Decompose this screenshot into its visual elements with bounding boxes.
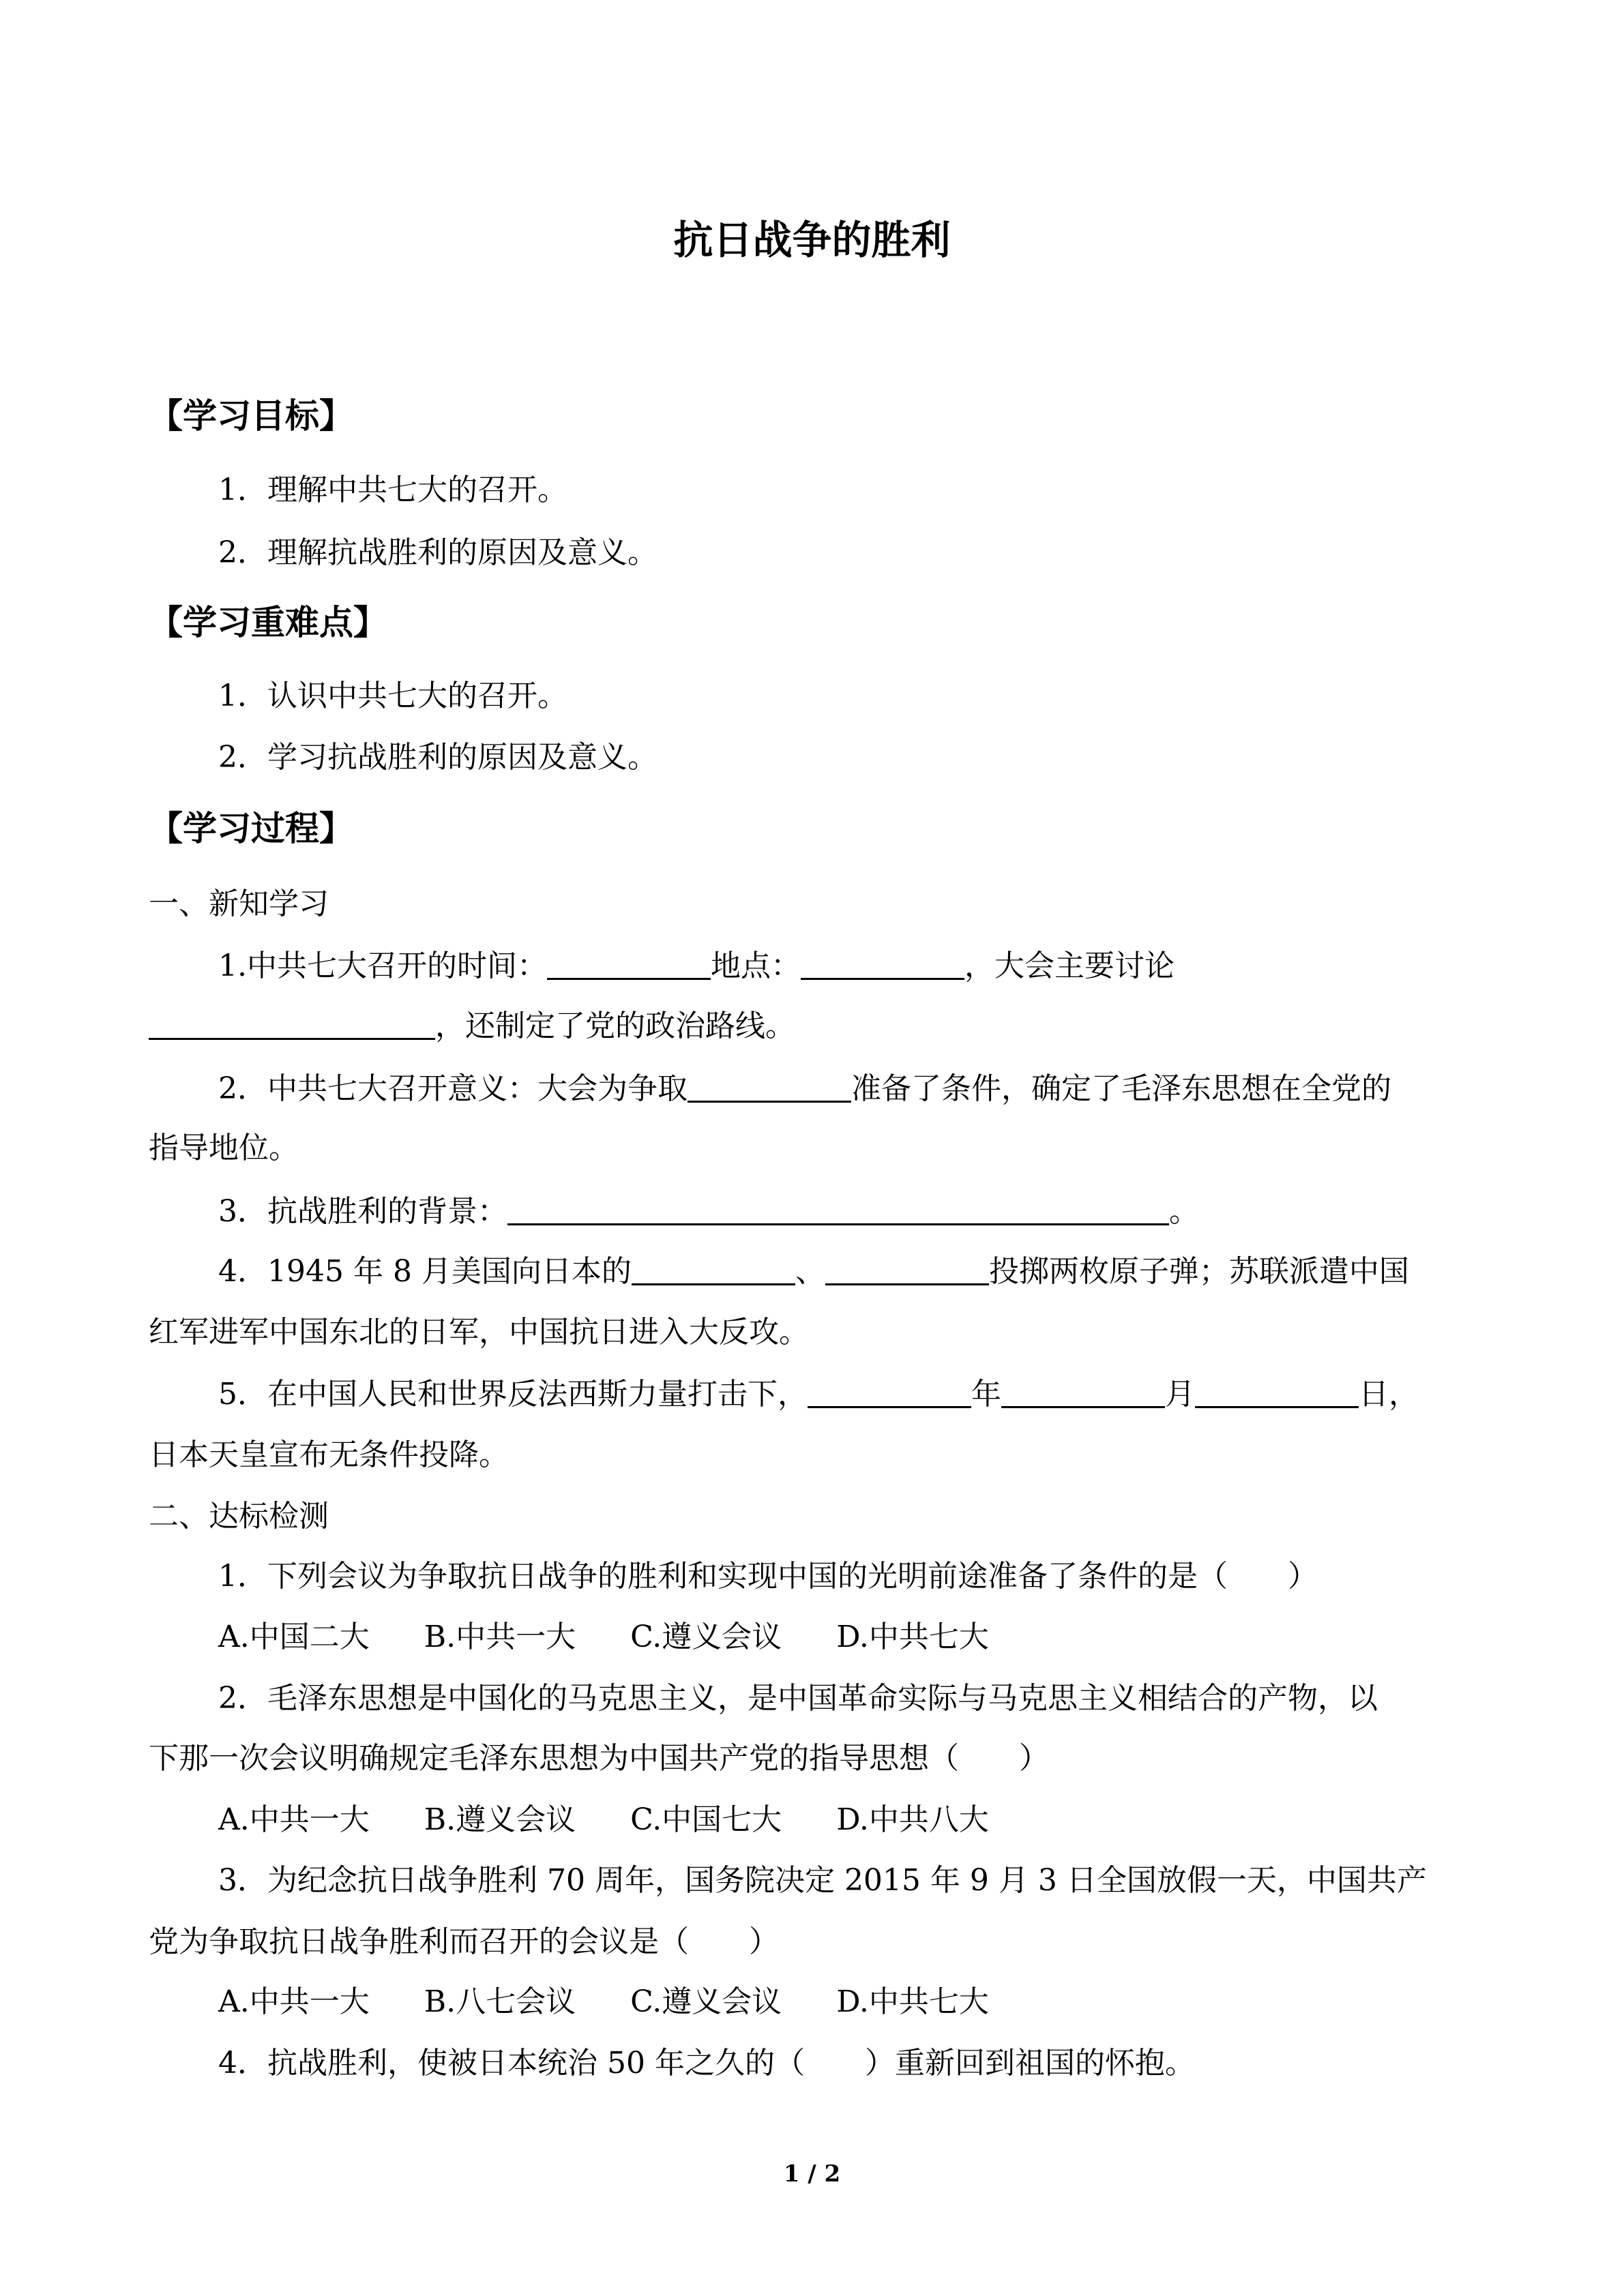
keypoint-1: 1．认识中共七大的召开。	[218, 679, 567, 713]
test-q3-options	[218, 1984, 1044, 2021]
option-a[interactable]: A.中共一大	[218, 1984, 370, 2019]
new-knowledge-heading: 一、新知学习	[149, 886, 329, 921]
answer-blank[interactable]	[825, 1253, 989, 1285]
test-question-2: 2．毛泽东思想是中国化的马克思主义，是中国革命实际与马克思主义相结合的产物，以	[218, 1681, 1378, 1716]
answer-blank[interactable]	[1195, 1376, 1359, 1408]
keypoint-2: 2．学习抗战胜利的原因及意义。	[218, 740, 658, 775]
option-a[interactable]: A.中共一大	[218, 1802, 370, 1837]
test-question-3-cont: 党为争取抗日战争胜利而召开的会议是（ ）	[149, 1924, 779, 1959]
nk-q1-text-a: 1.中共七大召开的时间：	[218, 949, 547, 983]
nk-question-2-cont: 指导地位。	[149, 1131, 299, 1165]
option-a[interactable]: A.中国二大	[218, 1620, 370, 1654]
nk-q3-text-b: 。	[1169, 1194, 1199, 1229]
nk-q4-text-a: 4．1945 年 8 月美国向日本的	[218, 1254, 632, 1289]
test-q2-options	[218, 1802, 1044, 1838]
test-question-4: 4．抗战胜利，使被日本统治 50 年之久的（ ）重新回到祖国的怀抱。	[218, 2046, 1195, 2081]
objectives-heading: 【学习目标】	[149, 396, 353, 436]
page-title: 抗日战争的胜利	[673, 217, 951, 263]
option-d[interactable]: D.中共七大	[836, 1984, 989, 2019]
test-question-2-cont: 下那一次会议明确规定毛泽东思想为中国共产党的指导思想（ ）	[149, 1741, 1049, 1776]
answer-blank[interactable]	[149, 1008, 435, 1040]
option-c[interactable]: C.遵义会议	[630, 1620, 782, 1654]
nk-question-5-cont: 日本天皇宣布无条件投降。	[149, 1437, 509, 1472]
nk-q5-text-c: 月	[1165, 1377, 1195, 1412]
nk-q2-text-b: 准备了条件，确定了毛泽东思想在全党的	[851, 1071, 1391, 1106]
objective-1: 1．理解中共七大的召开。	[218, 473, 567, 507]
keypoints-heading: 【学习重难点】	[149, 603, 387, 642]
nk-q3-text-a: 3．抗战胜利的背景：	[218, 1194, 507, 1229]
process-heading: 【学习过程】	[149, 809, 353, 848]
nk-q2-text-a: 2．中共七大召开意义：大会为争取	[218, 1071, 688, 1106]
nk-question-2	[218, 1071, 1391, 1107]
nk-question-1-cont	[149, 1008, 795, 1045]
option-d[interactable]: D.中共八大	[836, 1802, 989, 1837]
nk-q4-text-c: 投掷两枚原子弹；苏联派遣中国	[988, 1254, 1409, 1289]
nk-q5-text-b: 年	[971, 1377, 1001, 1412]
option-b[interactable]: B.遵义会议	[424, 1802, 576, 1837]
answer-blank[interactable]	[632, 1253, 795, 1285]
option-c[interactable]: C.中国七大	[630, 1802, 782, 1837]
answer-blank[interactable]	[507, 1193, 1169, 1225]
answer-blank[interactable]	[688, 1071, 851, 1103]
nk-question-4-cont: 红军进军中国东北的日军，中国抗日进入大反攻。	[149, 1315, 809, 1350]
nk-question-5	[218, 1376, 1419, 1413]
nk-question-1	[218, 948, 1175, 985]
test-heading: 二、达标检测	[149, 1499, 329, 1534]
test-q1-options	[218, 1620, 1044, 1656]
objective-2: 2．理解抗战胜利的原因及意义。	[218, 535, 658, 570]
nk-question-4	[218, 1253, 1409, 1290]
option-b[interactable]: B.八七会议	[424, 1984, 576, 2019]
option-b[interactable]: B.中共一大	[424, 1620, 576, 1654]
nk-q4-text-b: 、	[795, 1254, 825, 1289]
test-question-3: 3．为纪念抗日战争胜利 70 周年，国务院决定 2015 年 9 月 3 日全国放假一天，中国共产	[218, 1863, 1427, 1898]
answer-blank[interactable]	[801, 948, 964, 980]
nk-q1-text-b: 地点：	[710, 949, 801, 983]
option-c[interactable]: C.遵义会议	[630, 1984, 782, 2019]
nk-q1-text-c: ，大会主要讨论	[964, 949, 1175, 983]
option-d[interactable]: D.中共七大	[836, 1620, 989, 1654]
nk-q5-text-a: 5．在中国人民和世界反法西斯力量打击下，	[218, 1377, 808, 1412]
test-question-1: 1．下列会议为争取抗日战争的胜利和实现中国的光明前途准备了条件的是（ ）	[218, 1559, 1318, 1594]
answer-blank[interactable]	[1001, 1376, 1165, 1408]
answer-blank[interactable]	[547, 948, 711, 980]
page-number: 1 / 2	[783, 2160, 841, 2188]
nk-q5-text-d: 日，	[1359, 1377, 1419, 1412]
nk-q1-text-d: ，还制定了党的政治路线。	[435, 1009, 795, 1043]
nk-question-3	[218, 1193, 1199, 1230]
answer-blank[interactable]	[808, 1376, 971, 1408]
